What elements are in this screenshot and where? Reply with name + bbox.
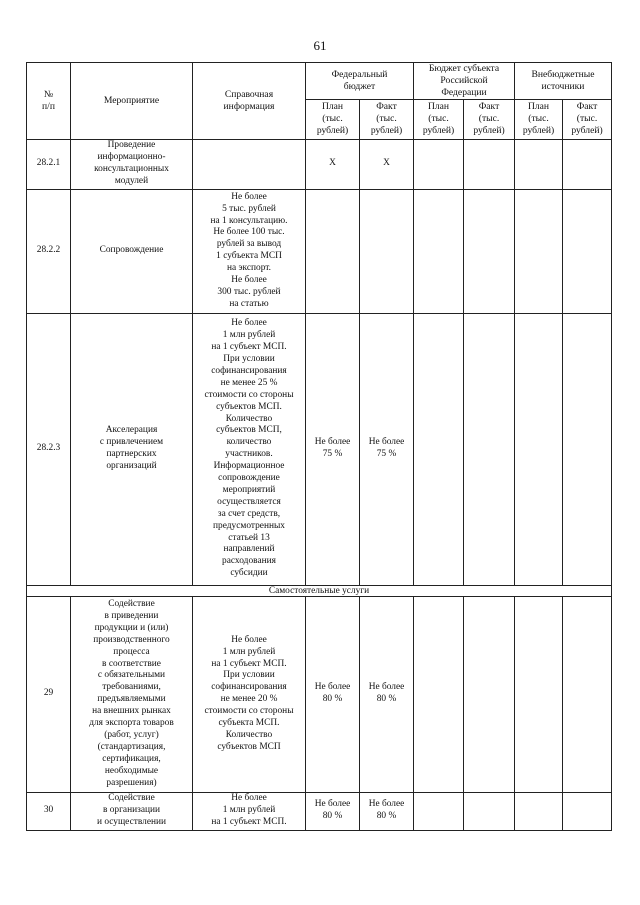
row-num: 30	[27, 792, 71, 830]
row-fed-plan: Не более 80 %	[306, 596, 360, 792]
row-cell	[414, 596, 464, 792]
row-cell	[414, 139, 464, 189]
row-fed-fact: Не более 80 %	[360, 596, 414, 792]
row-reference: Не более 1 млн рублей на 1 субъект МСП. При условии софинансирования не менее 25 % стоимости со стороны субъектов МСП. Количество субъектов МСП, количество участников. Информационное сопровождение мероприятий осуществляется за счет средств, предусмотренных статьей 13 направлений расходования субсидии	[193, 313, 306, 585]
row-event: Содействие в приведении продукции и (или) производственного процесса в соответствие с обязательными требованиями, предъявляемыми на внешних рынках для экспорта товаров (работ, услуг) (стандартизация, сертификация, необходимые разрешения)	[71, 596, 193, 792]
header-plan: План (тыс. рублей)	[414, 99, 464, 139]
header-event: Мероприятие	[71, 63, 193, 140]
row-event: Проведение информационно- консультационных модулей	[71, 139, 193, 189]
header-plan: План (тыс. рублей)	[515, 99, 563, 139]
row-cell	[464, 596, 515, 792]
row-num: 28.2.3	[27, 313, 71, 585]
header-fact: Факт (тыс. рублей)	[360, 99, 414, 139]
row-cell	[464, 313, 515, 585]
row-cell	[563, 596, 612, 792]
header-extra: Внебюджетные источники	[515, 63, 612, 100]
budget-table	[26, 62, 612, 831]
table-row	[27, 313, 612, 585]
row-num: 28.2.1	[27, 139, 71, 189]
row-reference	[193, 139, 306, 189]
row-fed-fact: Не более 75 %	[360, 313, 414, 585]
row-cell	[464, 792, 515, 830]
header-fact: Факт (тыс. рублей)	[464, 99, 515, 139]
row-cell	[563, 792, 612, 830]
row-reference: Не более 1 млн рублей на 1 субъект МСП. При условии софинансирования не менее 20 % стоимости со стороны субъекта МСП. Количество субъектов МСП	[193, 596, 306, 792]
header-regional: Бюджет субъекта Российской Федерации	[414, 63, 515, 100]
header-plan: План (тыс. рублей)	[306, 99, 360, 139]
row-fed-plan: Не более 75 %	[306, 313, 360, 585]
row-num: 29	[27, 596, 71, 792]
row-num: 28.2.2	[27, 189, 71, 313]
table-row	[27, 596, 612, 792]
row-reference: Не более 1 млн рублей на 1 субъект МСП.	[193, 792, 306, 830]
row-cell	[515, 792, 563, 830]
row-reference: Не более 5 тыс. рублей на 1 консультацию. Не более 100 тыс. рублей за вывод 1 субъекта МСП на экспорт. Не более 300 тыс. рублей на статью	[193, 189, 306, 313]
row-cell	[464, 189, 515, 313]
section-row	[27, 585, 612, 596]
page-number: 61	[313, 38, 327, 53]
header-fact: Факт (тыс. рублей)	[563, 99, 612, 139]
row-event: Акселерация с привлечением партнерских организаций	[71, 313, 193, 585]
row-cell	[563, 313, 612, 585]
table-row	[27, 792, 612, 830]
row-cell	[414, 313, 464, 585]
row-fed-fact: Не более 80 %	[360, 792, 414, 830]
row-event: Содействие в организации и осуществлении	[71, 792, 193, 830]
row-cell	[515, 596, 563, 792]
row-fed-fact	[360, 189, 414, 313]
row-cell	[414, 792, 464, 830]
row-cell	[563, 189, 612, 313]
table-row	[27, 139, 612, 189]
row-cell	[515, 189, 563, 313]
header-num: № п/п	[27, 63, 71, 140]
row-cell	[464, 139, 515, 189]
row-fed-plan: Не более 80 %	[306, 792, 360, 830]
table-row	[27, 189, 612, 313]
row-fed-plan: X	[306, 139, 360, 189]
header-reference: Справочная информация	[193, 63, 306, 140]
row-event: Сопровождение	[71, 189, 193, 313]
row-cell	[515, 139, 563, 189]
row-fed-plan	[306, 189, 360, 313]
row-cell	[414, 189, 464, 313]
row-cell	[515, 313, 563, 585]
header-federal: Федеральный бюджет	[306, 63, 414, 100]
row-fed-fact: X	[360, 139, 414, 189]
row-cell	[563, 139, 612, 189]
section-title: Самостоятельные услуги	[27, 585, 612, 596]
